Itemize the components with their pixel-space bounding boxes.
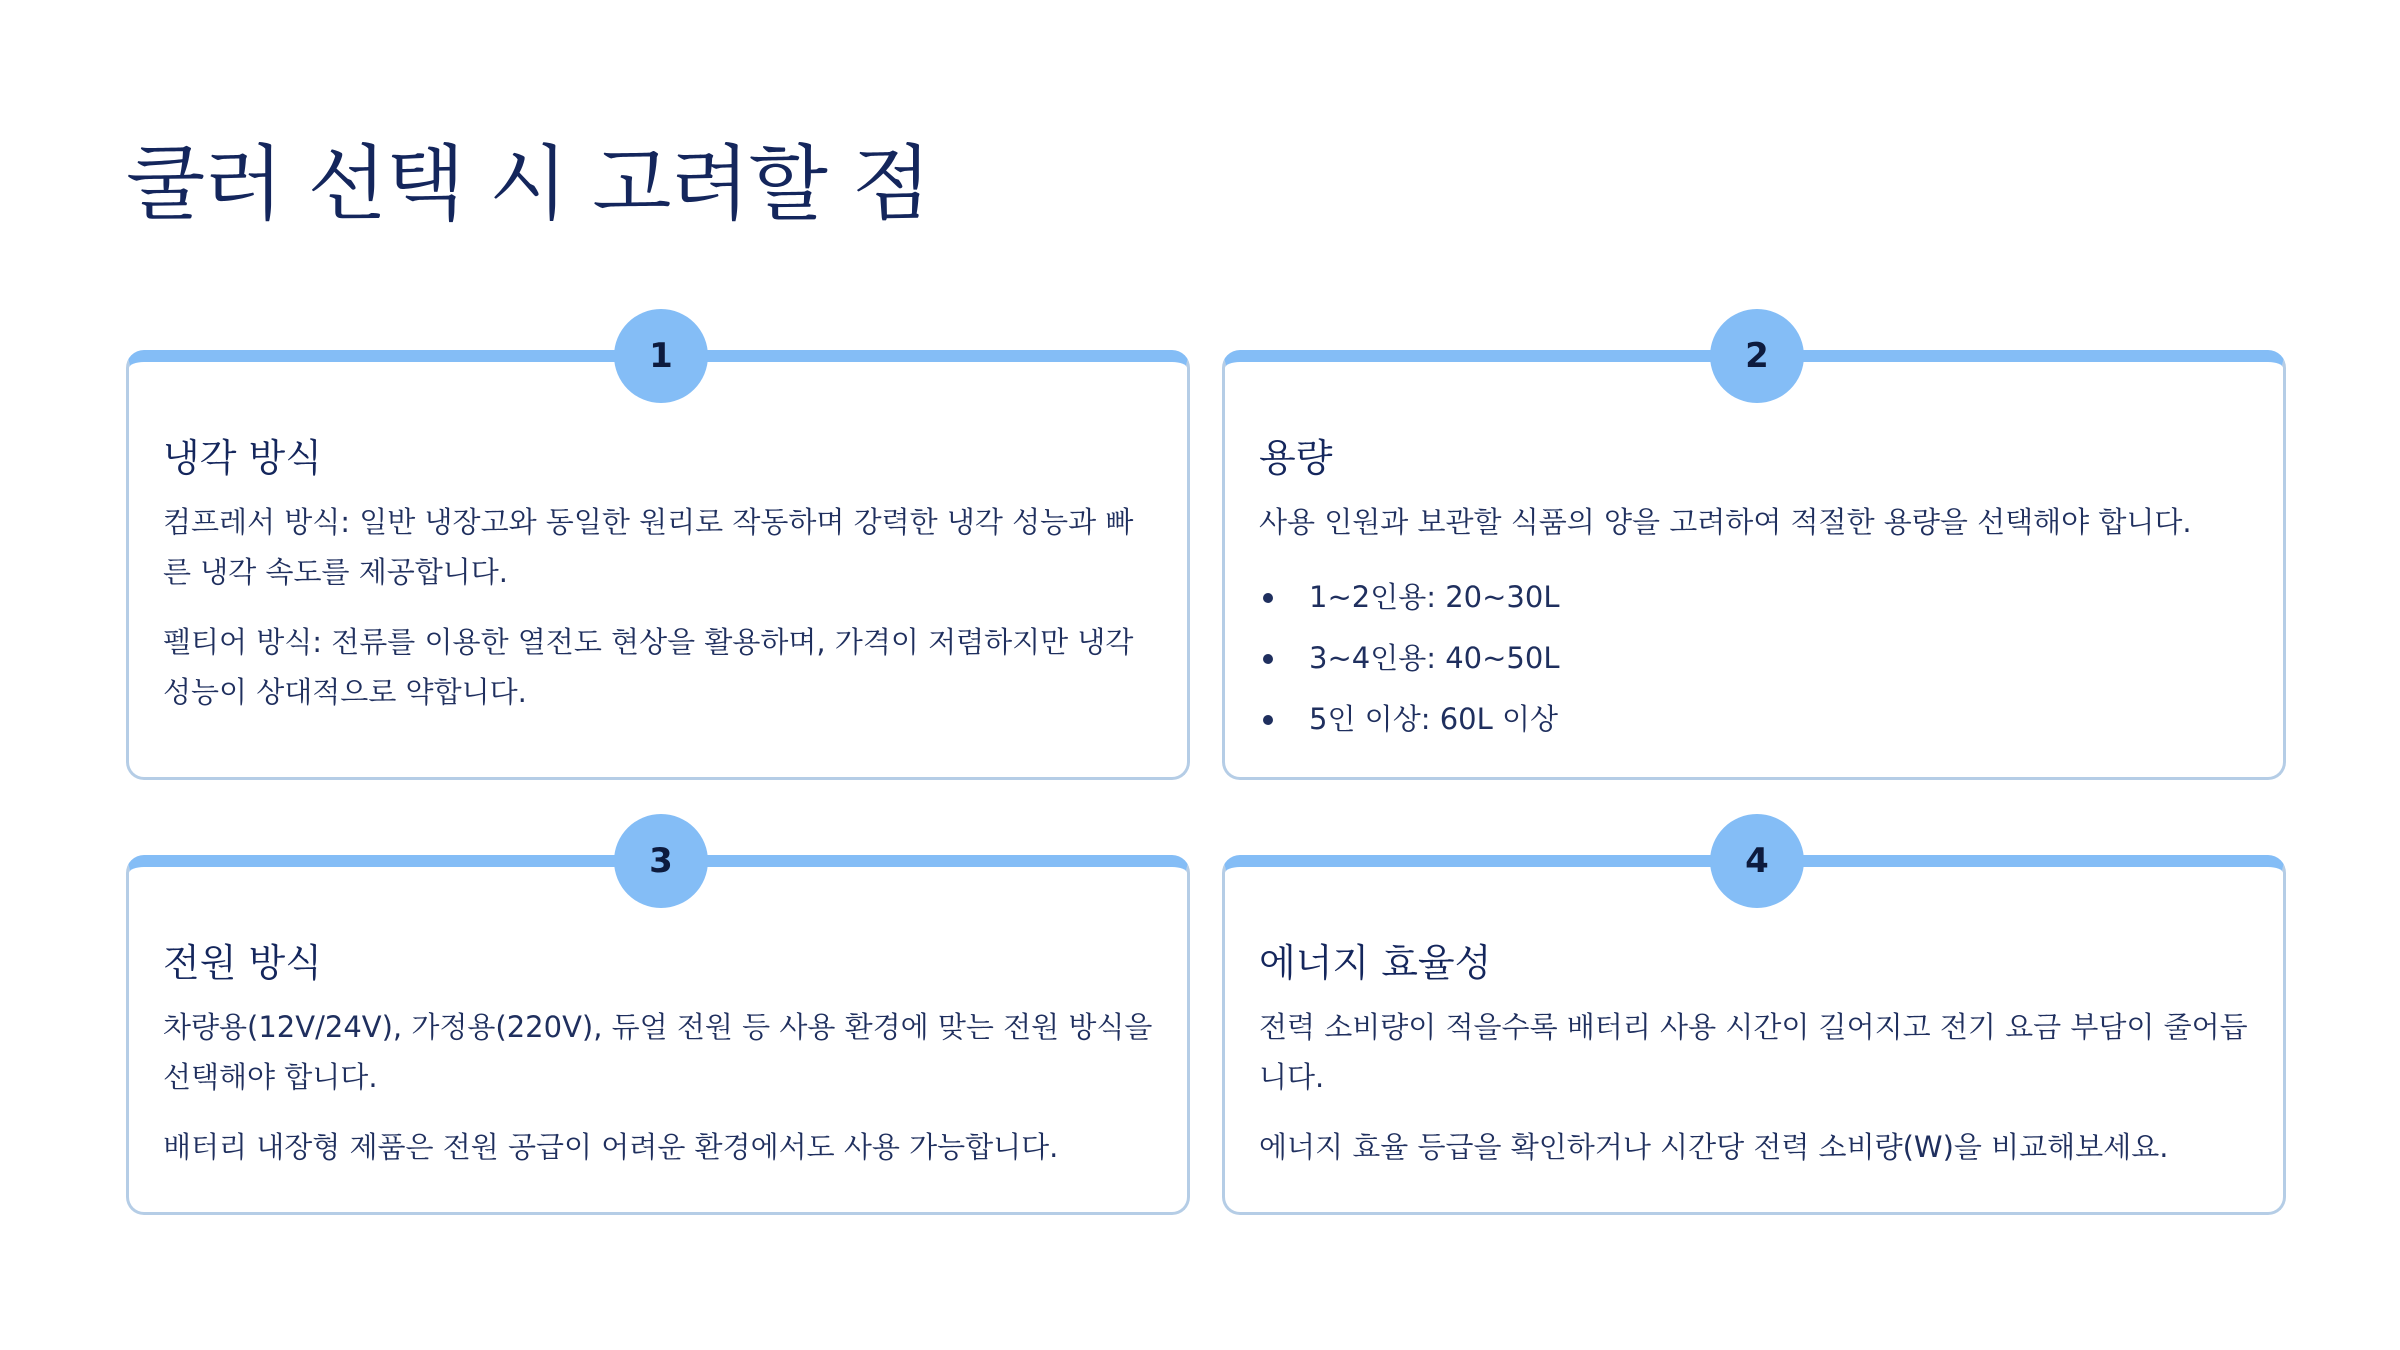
card-heading: 냉각 방식 <box>163 436 322 480</box>
bullet-icon <box>1263 654 1273 664</box>
bullet-icon <box>1263 593 1273 603</box>
card-power-source <box>126 841 1190 1215</box>
card-paragraph: 배터리 내장형 제품은 전원 공급이 어려운 환경에서도 사용 가능합니다. <box>163 1130 1059 1165</box>
card-paragraph: 컴프레서 방식: 일반 냉장고와 동일한 원리로 작동하며 강력한 냉각 성능과 빠른 냉각 속도를 제공합니다. <box>163 505 1134 590</box>
card-body <box>1259 434 2249 750</box>
card-paragraph: 펠티어 방식: 전류를 이용한 열전도 현상을 활용하며, 가격이 저렴하지만 냉각 성능이 상대적으로 약합니다. <box>163 625 1134 710</box>
list-item <box>1259 567 2249 628</box>
card-number-badge: 1 <box>614 309 708 403</box>
card-heading: 전원 방식 <box>163 941 322 985</box>
list-item-text: 5인 이상: 60L 이상 <box>1309 702 1559 737</box>
card-paragraph: 전력 소비량이 적을수록 배터리 사용 시간이 길어지고 전기 요금 부담이 줄어듭니다. <box>1259 1010 2248 1095</box>
card-body <box>163 939 1153 1192</box>
card-body <box>1259 939 2249 1192</box>
list-item-text: 1~2인용: 20~30L <box>1309 580 1560 615</box>
card-body <box>163 434 1153 737</box>
card-paragraph: 사용 인원과 보관할 식품의 양을 고려하여 적절한 용량을 선택해야 합니다. <box>1259 505 2192 540</box>
card-heading: 용량 <box>1259 436 1333 480</box>
slide-title: 쿨러 선택 시 고려할 점 <box>126 137 931 232</box>
bullet-icon <box>1263 715 1273 725</box>
card-heading: 에너지 효율성 <box>1259 941 1492 985</box>
card-paragraph: 차량용(12V/24V), 가정용(220V), 듀얼 전원 등 사용 환경에 맞는 전원 방식을 선택해야 합니다. <box>163 1010 1153 1095</box>
card-number-badge: 4 <box>1710 814 1804 908</box>
list-item-text: 3~4인용: 40~50L <box>1309 641 1560 676</box>
list-item <box>1259 689 2249 750</box>
card-number-badge: 3 <box>614 814 708 908</box>
card-paragraph: 에너지 효율 등급을 확인하거나 시간당 전력 소비량(W)을 비교해보세요. <box>1259 1130 2169 1165</box>
card-capacity <box>1222 336 2286 780</box>
card-number-badge: 2 <box>1710 309 1804 403</box>
card-energy-efficiency <box>1222 841 2286 1215</box>
list-item <box>1259 628 2249 689</box>
capacity-list <box>1259 567 2249 750</box>
card-cooling-method <box>126 336 1190 780</box>
